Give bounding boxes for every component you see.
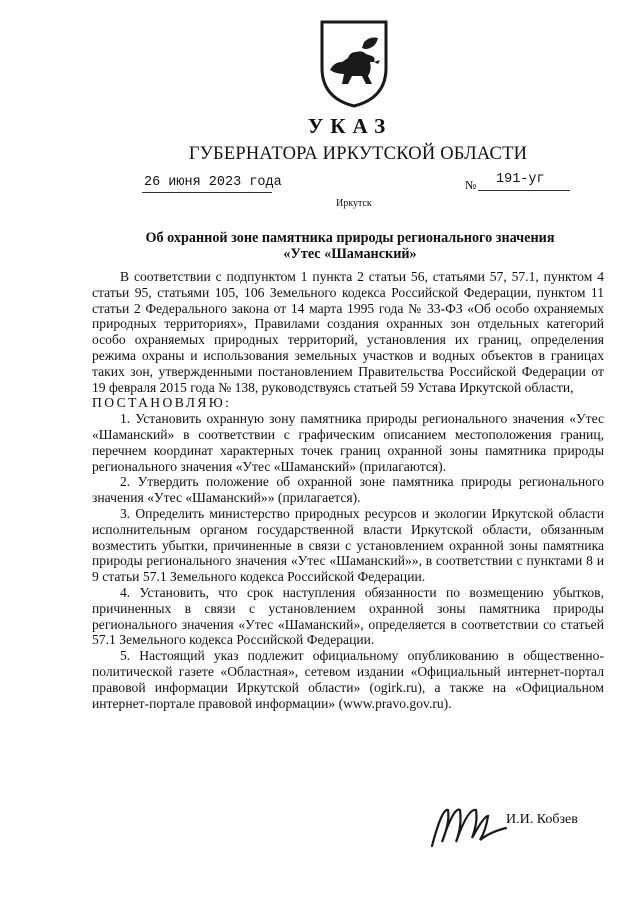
number-underline bbox=[478, 190, 570, 191]
decree-item-4: 4. Установить, что срок наступления обязанности по возмещению убытков, причиненных в связи с установлением охранной зоны памятника природы регионального значения «Утес «Шаманский», определяется в соответствии со статьей 57.1 Земельного кодекса Российской Федерации. bbox=[92, 584, 604, 648]
document-title: УКАЗ bbox=[307, 114, 393, 138]
coat-of-arms-icon bbox=[316, 18, 392, 108]
date-underline bbox=[142, 192, 272, 193]
heading-line-2: «Утес «Шаманский» bbox=[283, 246, 417, 262]
decree-item-2: 2. Утвердить положение об охранной зоне памятника природы регионального значения «Утес «Шаманский»» (прилагается). bbox=[92, 474, 604, 506]
decree-item-3: 3. Определить министерство природных ресурсов и экологии Иркутской области исполнительным органом государственной власти Иркутской области, обязанным возместить убытки, причиненные в связи с установлением охранной зоны памятника природы регионального значения «Утес «Шаманский»», в соответствии с пунктами 8 и 9 статьи 57.1 Земельного кодекса Российской Федерации. bbox=[92, 505, 604, 585]
heading-line-1: Об охранной зоне памятника природы регионального значения bbox=[145, 230, 555, 246]
document-subtitle: ГУБЕРНАТОРА ИРКУТСКОЙ ОБЛАСТИ bbox=[188, 144, 528, 164]
decree-item-1: 1. Установить охранную зону памятника природы регионального значения «Утес «Шаманский» в соответствии с графическим описанием местоположения границ, перечнем координат характерных точек границ охранной зоны памятника природы регионального значения «Утес «Шаманский» (прилагаются). bbox=[92, 411, 604, 474]
document-date: 26 июня 2023 года bbox=[144, 175, 282, 190]
document-number: 191-уг bbox=[496, 172, 545, 187]
intro-paragraph: В соответствии с подпунктом 1 пункта 2 статьи 56, статьями 57, 57.1, пунктом 4 статьи 95, статьями 105, 106 Земельного кодекса Российской Федерации, пунктом 11 статьи 2 Федерального закона от 14 марта 1995 года № 33-ФЗ «Об особо охраняемых природных территориях», Правилами создания охранных зон отдельных категорий особо охраняемых природных территорий, установления их границ, определения режима охраны и использования земельных участков и водных объектов в границах таких зон, утвержденными постановлением Правительства Российской Федерации от 19 февраля 2015 года № 138, руководствуясь статьей 59 Устава Иркутской области, bbox=[92, 269, 604, 395]
decree-word: ПОСТАНОВЛЯЮ: bbox=[92, 395, 232, 411]
document-city: Иркутск bbox=[336, 198, 372, 209]
document-heading bbox=[100, 230, 600, 262]
handwritten-signature-icon bbox=[428, 802, 510, 850]
number-sign: № bbox=[465, 178, 477, 192]
signer-name: И.И. Кобзев bbox=[506, 812, 578, 827]
document-body bbox=[92, 269, 604, 711]
decree-item-5: 5. Настоящий указ подлежит официальному опубликованию в общественно-политической газете «Областная», сетевом издании «Официальный интернет-портал правовой информации Иркутской области» (ogirk.ru), а также на «Официальном интернет-портале правовой информации» (www.pravo.gov.ru). bbox=[92, 648, 604, 711]
